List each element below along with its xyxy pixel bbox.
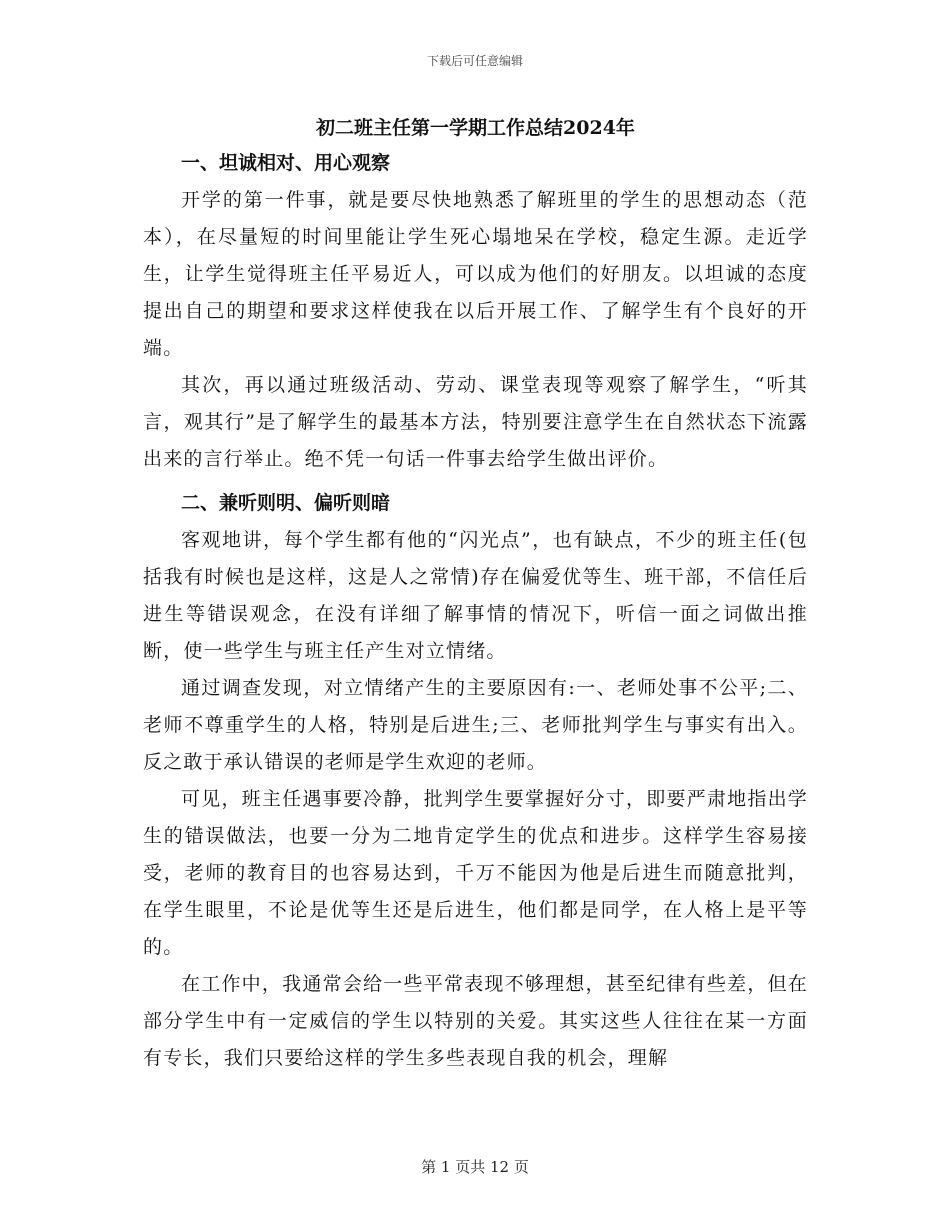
page-header: 下载后可任意编辑: [426, 54, 523, 68]
paragraph: 在工作中，我通常会给一些平常表现不够理想，甚至纪律有些差，但在部分学生中有一定威信的学生以特别的关爱。其实这些人往往在某一方面有专长，我们只要给这样的学生多些表现自我的机会，理解: [143, 973, 808, 1069]
section-heading: 二、兼听则明、偏听则暗: [181, 492, 391, 514]
paragraph: 通过调查发现，对立情绪产生的主要原因有:一、老师处事不公平;二、老师不尊重学生的人格，特别是后进生;三、老师批判学生与事实有出入。反之敢于承认错误的老师是学生欢迎的老师。: [143, 677, 808, 773]
paragraph: 开学的第一件事，就是要尽快地熟悉了解班里的学生的思想动态（范本），在尽量短的时间里能让学生死心塌地呆在学校，稳定生源。走近学生，让学生觉得班主任平易近人，可以成为他们的好朋友。以坦诚的态度提出自己的期望和要求这样使我在以后开展工作、了解学生有个良好的开端。: [143, 189, 808, 359]
paragraph: 可见，班主任遇事要冷静，批判学生要掌握好分寸，即要严肃地指出学生的错误做法，也要一分为二地肯定学生的优点和进步。这样学生容易接受，老师的教育目的也容易达到，千万不能因为他是后进生而随意批判，在学生眼里，不论是优等生还是后进生，他们都是同学，在人格上是平等的。: [143, 788, 808, 958]
section-heading: 一、坦诚相对、用心观察: [181, 152, 391, 174]
paragraph: 其次，再以通过班级活动、劳动、课堂表现等观察了解学生，“听其言，观其行”是了解学生的最基本方法，特别要注意学生在自然状态下流露出来的言行举止。绝不凭一句话一件事去给学生做出评价。: [143, 374, 808, 470]
page-footer: 第 1 页共 12 页: [421, 1158, 529, 1176]
document-title: 初二班主任第一学期工作总结2024年: [316, 117, 635, 139]
paragraph: 客观地讲，每个学生都有他的“闪光点”，也有缺点，不少的班主任(包括我有时候也是这样，这是人之常情)存在偏爱优等生、班干部，不信任后进生等错误观念，在没有详细了解事情的情况下，听信一面之词做出推断，使一些学生与班主任产生对立情绪。: [143, 529, 808, 662]
document-body: [143, 112, 808, 1077]
